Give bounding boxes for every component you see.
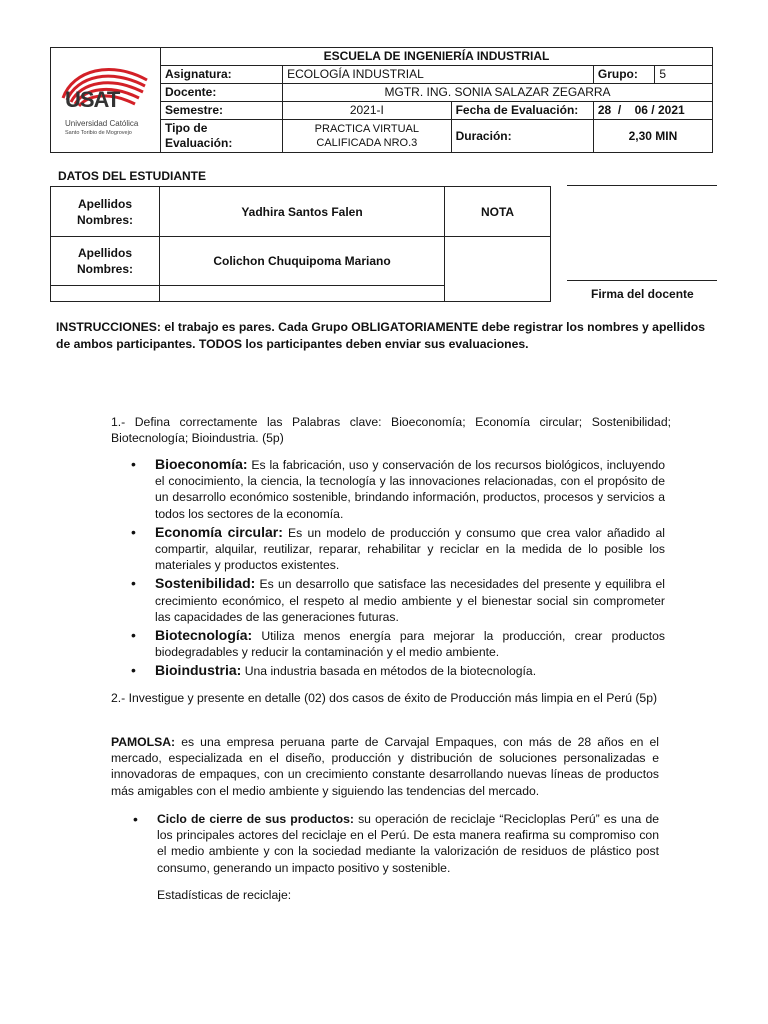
empty-cell [51,286,160,302]
header-table [50,47,713,153]
bullet-icon: • [131,523,136,540]
pamolsa-list [133,811,659,876]
student-section-title: DATOS DEL ESTUDIANTE [58,169,207,183]
fecha-label: Fecha de Evaluación: [451,102,593,120]
definition-item [131,456,665,522]
nota-label: NOTA [445,187,551,237]
bullet-icon: • [131,456,136,472]
fecha-sep1: / [617,103,622,117]
fecha-month: 06 [634,103,648,117]
logo-line1: Universidad Católica [65,119,139,128]
signature-line [567,280,717,281]
student1-name: Yadhira Santos Falen [160,187,445,237]
definition-term: Economía circular: [155,523,283,540]
label-nombres: Nombres: [76,262,133,276]
docente-value: MGTR. ING. SONIA SALAZAR ZEGARRA [283,84,713,102]
ciclo-term: Ciclo de cierre de sus productos: [157,812,354,826]
definition-term: Bioeconomía: [155,456,248,472]
definition-item [131,627,665,660]
logo-line2: Santo Toribio de Mogrovejo [65,130,132,136]
definition-item [131,524,665,574]
instructions: INSTRUCCIONES: el trabajo es pares. Cada Grupo OBLIGATORIAMENTE debe registrar los nombres y apellidos de ambos participantes. TODOS los participantes deben enviar sus evaluaciones. [56,320,706,351]
tipo-value [283,120,452,153]
fecha-day: 28 [597,103,612,117]
definition-term: Bioindustria: [155,662,242,679]
signature-line-top [567,185,717,186]
definition-text: Es un desarrollo que satisface las necesidades del presente y equilibra el crecimiento económico, el respeto al medio ambiente y el bienestar social sin comprometer las capacidades de las generaciones futuras. [155,577,665,624]
semestre-label: Semestre: [160,102,282,120]
definition-text: Es la fabricación, uso y conservación de los recursos biológicos, incluyendo el conocimiento, la ciencia, la tecnología y las innovaciones relacionadas, con el propósito de un desarrollo económico sostenible, brindando información, productos, procesos y servicios a todos los sectores de la economía. [155,458,665,521]
bullet-icon: • [133,811,138,827]
definition-term: Biotecnología: [155,627,253,644]
fecha-year: / 2021 [651,103,685,117]
label-nombres: Nombres: [76,212,133,227]
definition-item [131,662,665,679]
fecha-value [593,102,712,120]
logo-name: USAT [65,87,120,112]
duracion-value: 2,30 MIN [593,120,712,153]
definition-text: Una industria basada en métodos de la biotecnología. [241,664,537,679]
ciclo-text: su operación de reciclaje “Recicloplas Perú” es una de los principales actores del reciclaje en el Perú. De esta manera reafirma su compromiso con el medio ambiente y con la sociedad mediante la valorización de residuos de plástico post consumo, generando un impacto positivo y sostenible. [157,812,659,875]
definition-term: Sostenibilidad: [155,575,256,592]
grupo-label: Grupo: [593,66,655,84]
pamolsa-text: es una empresa peruana parte de Carvajal Empaques, con más de 28 años en el mercado, especializada en el diseño, producción y distribución de soluciones personalizadas e innovadoras de empaques, con un crecimiento constante desarrollando nuevas líneas de productos más amigables con el medio ambiente y siguiendo las tendencias del mercado. [111,735,659,798]
firma-label: Firma del docente [591,287,694,301]
empty-cell [160,286,445,302]
duracion-label: Duración: [451,120,593,153]
grupo-value: 5 [655,66,713,84]
docente-label: Docente: [160,84,282,102]
student-table [50,186,551,302]
student2-label [51,237,160,286]
student1-label [51,187,160,237]
bullet-icon: • [131,662,136,679]
definition-text: Es un modelo de producción y consumo que crea valor añadido al compartir, alquilar, reutilizar, reparar, rehabilitar y reciclar en la medida de lo posible los materiales y productos existentes. [155,525,665,573]
bullet-icon: • [131,575,136,592]
asignatura-label: Asignatura: [160,66,282,84]
label-apellidos: Apellidos [77,246,132,260]
definitions-list [131,456,665,680]
question-2: 2.- Investigue y presente en detalle (02) dos casos de éxito de Producción más limpia en el Perú (5p) [111,691,658,705]
ciclo-item [133,811,659,876]
tipo-label: Tipo de Evaluación: [160,120,282,153]
definition-item [131,575,665,625]
bullet-icon: • [131,627,136,644]
tipo-value-1: PRACTICA VIRTUAL [314,123,419,135]
definition-text: Utiliza menos energía para mejorar la producción, crear productos biodegradables y reducir la contaminación y el medio ambiente. [155,629,665,660]
asignatura-value: ECOLOGÍA INDUSTRIAL [283,66,594,84]
question-1: 1.- Defina correctamente las Palabras clave: Bioeconomía; Economía circular; Sostenibilidad; Biotecnología; Bioindustria. (5p) [111,415,671,446]
student2-name: Colichon Chuquipoma Mariano [160,237,445,286]
nota-value-cell [445,237,551,302]
school-name: ESCUELA DE INGENIERÍA INDUSTRIAL [160,48,712,66]
tipo-value-2: CALIFICADA NRO.3 [316,137,418,149]
pamolsa-term: PAMOLSA: [111,735,176,749]
semestre-value: 2021-I [283,102,452,120]
label-apellidos: Apellidos [77,196,132,211]
estadisticas-heading: Estadísticas de reciclaje: [157,888,292,902]
pamolsa-paragraph [111,734,659,799]
logo-cell [51,48,161,153]
